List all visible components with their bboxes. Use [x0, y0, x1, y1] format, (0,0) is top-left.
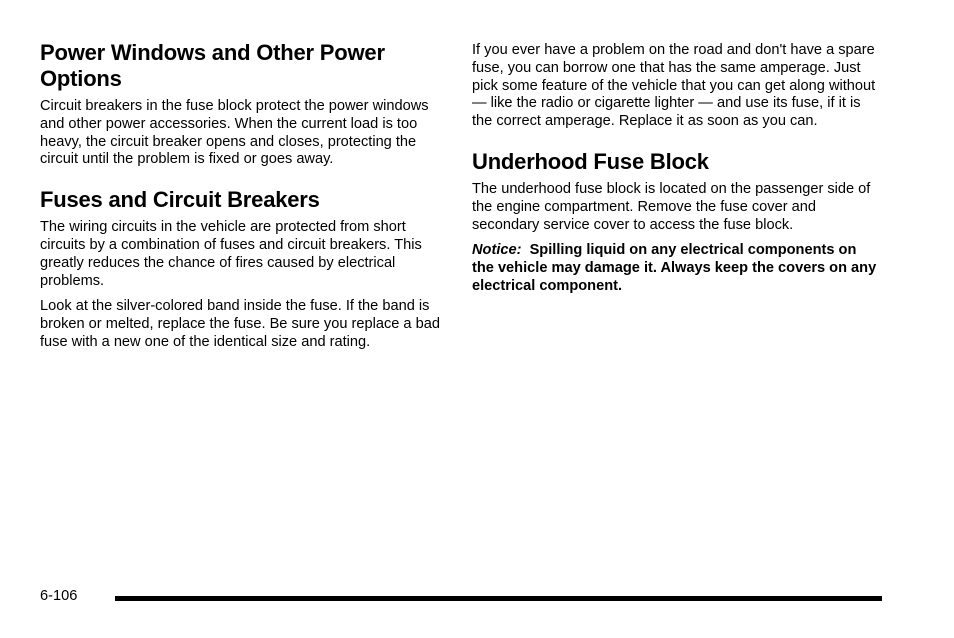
paragraph-silver-band: Look at the silver-colored band inside the fuse. If the band is broken or melted, replace the fuse. Be sure you replace a bad fuse with a new one of the identical size and rating.: [40, 298, 440, 350]
left-column: [40, 40, 445, 360]
paragraph-spare-fuse: If you ever have a problem on the road and don't have a spare fuse, you can borrow one that has the same amperage. Just pick some feature of the vehicle that you can get along without — like the radio or cigarette lighter — and use its fuse, if it is the correct amperage. Replace it as soon as you can.: [472, 42, 876, 130]
footer-rule: [115, 596, 882, 601]
right-column: [472, 42, 882, 304]
heading-power-windows: Power Windows and Other Power Options: [40, 40, 385, 91]
heading-underhood-fuse-block: Underhood Fuse Block: [472, 148, 709, 174]
notice-paragraph: [472, 242, 882, 295]
page-number: 6-106: [40, 588, 78, 604]
notice-label: Notice:: [472, 242, 522, 259]
heading-fuses-circuit-breakers: Fuses and Circuit Breakers: [40, 187, 320, 213]
paragraph-power-windows: Circuit breakers in the fuse block protect the power windows and other power accessories. When the current load is too heavy, the circuit breaker opens and closes, protecting the circuit until the problem is fixed or goes away.: [40, 98, 429, 168]
paragraph-underhood-location: The underhood fuse block is located on the passenger side of the engine compartment. Remove the fuse cover and secondary service cover to access the fuse block.: [472, 180, 871, 233]
notice-text: Spilling liquid on any electrical components on the vehicle may damage it. Always keep the covers on any electrical component.: [472, 242, 877, 294]
paragraph-wiring-circuits: The wiring circuits in the vehicle are protected from short circuits by a combination of fuses and circuit breakers. This greatly reduces the chance of fires caused by electrical problems.: [40, 219, 422, 289]
